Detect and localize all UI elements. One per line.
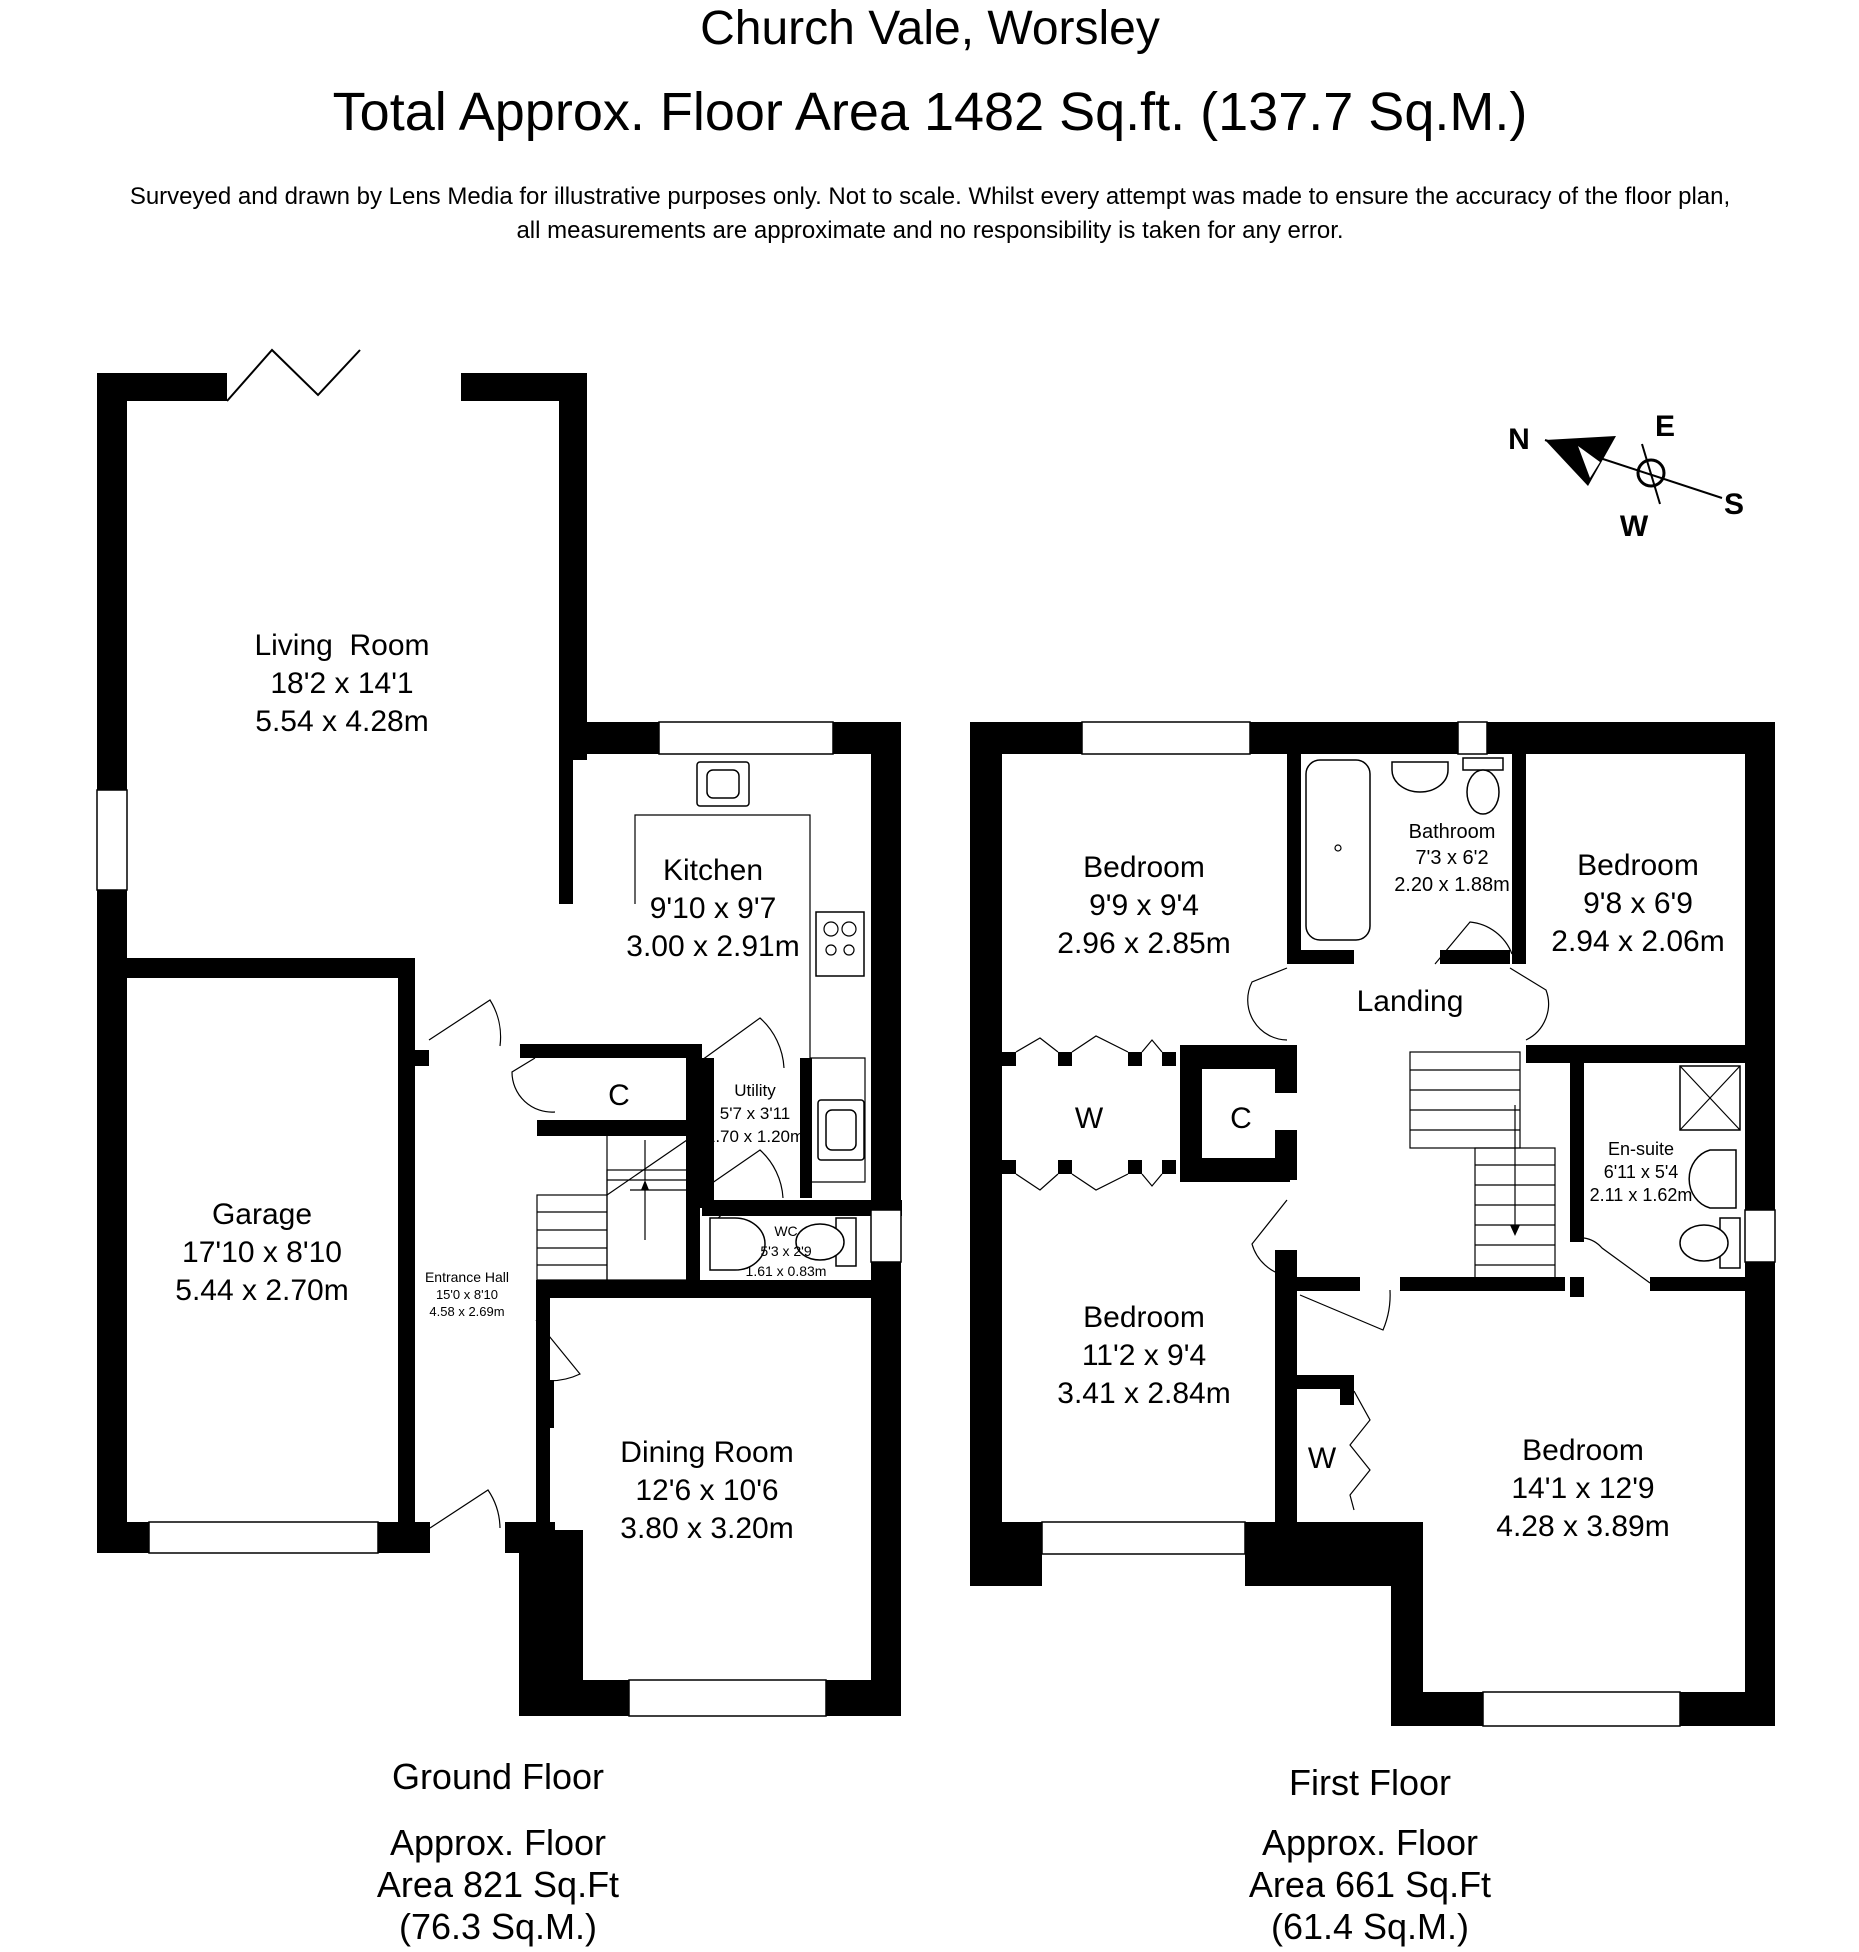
bed-top-right-imperial: 9'8 x 6'9	[1583, 887, 1693, 920]
bathroom-name: Bathroom	[1408, 821, 1496, 843]
bed-mid-left-imperial: 11'2 x 9'4	[1081, 1339, 1207, 1372]
living-imperial: 18'2 x 14'1	[270, 667, 414, 700]
first-floor-area-2: Area 661 Sq.Ft	[1248, 1864, 1492, 1905]
hall-metric: 4.58 x 2.69m	[429, 1304, 505, 1319]
ensuite-imperial: 6'11 x 5'4	[1603, 1162, 1679, 1182]
bed-mid-left-metric: 3.41 x 2.84m	[1057, 1377, 1231, 1410]
ground-floor-area-1: Approx. Floor	[389, 1822, 607, 1863]
first-floor-area-3: (61.4 Sq.M.)	[1270, 1906, 1470, 1947]
room-label-dining	[620, 1436, 793, 1545]
bed-main-metric: 4.28 x 3.89m	[1496, 1510, 1670, 1543]
room-label-bedroom-top-right	[1551, 849, 1724, 958]
bed-top-right-name: Bedroom	[1577, 849, 1699, 882]
hall-imperial: 15'0 x 8'10	[435, 1287, 499, 1302]
room-label-living	[254, 629, 429, 738]
ground-floor-name: Ground Floor	[391, 1756, 605, 1797]
bed-top-left-imperial: 9'9 x 9'4	[1089, 889, 1199, 922]
first-floor-name: First Floor	[1289, 1762, 1451, 1803]
first-floor-area-1: Approx. Floor	[1261, 1822, 1479, 1863]
compass-north: N	[1508, 423, 1530, 456]
kitchen-imperial: 9'10 x 9'7	[649, 892, 777, 925]
total-floor-area: Total Approx. Floor Area 1482 Sq.ft. (137.7 Sq.M.)	[332, 82, 1528, 142]
garage-name: Garage	[211, 1198, 313, 1231]
bed-mid-left-name: Bedroom	[1083, 1301, 1205, 1334]
ground-stairs	[537, 1136, 687, 1280]
room-label-hall	[425, 1269, 509, 1319]
room-label-bedroom-mid-left	[1057, 1301, 1230, 1410]
compass-east: E	[1654, 410, 1676, 443]
first-floor-stairs	[1410, 1052, 1555, 1280]
bed-top-left-name: Bedroom	[1083, 851, 1205, 884]
wc-imperial: 5'3 x 2'9	[760, 1243, 812, 1259]
bathroom-imperial: 7'3 x 6'2	[1415, 847, 1489, 869]
compass-south: S	[1723, 488, 1745, 521]
kitchen-metric: 3.00 x 2.91m	[626, 930, 800, 963]
plan-title: Church Vale, Worsley	[700, 2, 1160, 55]
utility-imperial: 5'7 x 3'11	[719, 1104, 791, 1123]
bed-main-name: Bedroom	[1522, 1434, 1644, 1467]
room-label-utility	[706, 1081, 804, 1146]
wardrobe-label: W	[1074, 1102, 1104, 1135]
utility-metric: 1.70 x 1.20m	[705, 1127, 805, 1146]
bed-top-right-metric: 2.94 x 2.06m	[1551, 925, 1725, 958]
wc-metric: 1.61 x 0.83m	[745, 1263, 827, 1279]
compass-icon	[1508, 410, 1744, 543]
kitchen-name: Kitchen	[662, 854, 764, 887]
dining-imperial: 12'6 x 10'6	[635, 1474, 779, 1507]
room-label-garage	[175, 1198, 348, 1307]
ground-floor-caption	[377, 1756, 619, 1947]
compass-west: W	[1619, 510, 1649, 543]
wardrobe-label-2: W	[1307, 1442, 1337, 1475]
ensuite-metric: 2.11 x 1.62m	[1589, 1185, 1693, 1205]
bed-main-imperial: 14'1 x 12'9	[1511, 1472, 1655, 1505]
garage-metric: 5.44 x 2.70m	[175, 1274, 349, 1307]
ensuite-name: En-suite	[1607, 1139, 1675, 1159]
room-label-ensuite	[1590, 1139, 1693, 1205]
disclaimer-line-2: all measurements are approximate and no responsibility is taken for any error.	[516, 217, 1344, 244]
room-label-bathroom	[1394, 821, 1510, 896]
cupboard-label-first: C	[1230, 1102, 1252, 1135]
utility-name: Utility	[734, 1081, 776, 1100]
dining-name: Dining Room	[620, 1436, 794, 1469]
garage-imperial: 17'10 x 8'10	[182, 1236, 342, 1269]
dining-metric: 3.80 x 3.20m	[620, 1512, 794, 1545]
ground-floor-area-3: (76.3 Sq.M.)	[398, 1906, 598, 1947]
landing-label: Landing	[1356, 985, 1464, 1018]
wc-name: WC	[774, 1223, 798, 1239]
bathroom-metric: 2.20 x 1.88m	[1394, 874, 1510, 896]
living-metric: 5.54 x 4.28m	[255, 705, 429, 738]
room-label-bedroom-main	[1496, 1434, 1669, 1543]
ground-floor-area-2: Area 821 Sq.Ft	[376, 1864, 620, 1905]
disclaimer-line-1: Surveyed and drawn by Lens Media for illustrative purposes only. Not to scale. Whilst every attempt was made to ensure the accuracy of the floor plan,	[129, 183, 1731, 210]
cupboard-label-ground: C	[608, 1079, 630, 1112]
room-label-kitchen	[626, 854, 799, 963]
living-name: Living Room	[254, 629, 430, 662]
hall-name: Entrance Hall	[424, 1269, 510, 1285]
bed-top-left-metric: 2.96 x 2.85m	[1057, 927, 1231, 960]
room-label-bedroom-top-left	[1057, 851, 1230, 960]
first-floor-caption	[1249, 1762, 1491, 1947]
